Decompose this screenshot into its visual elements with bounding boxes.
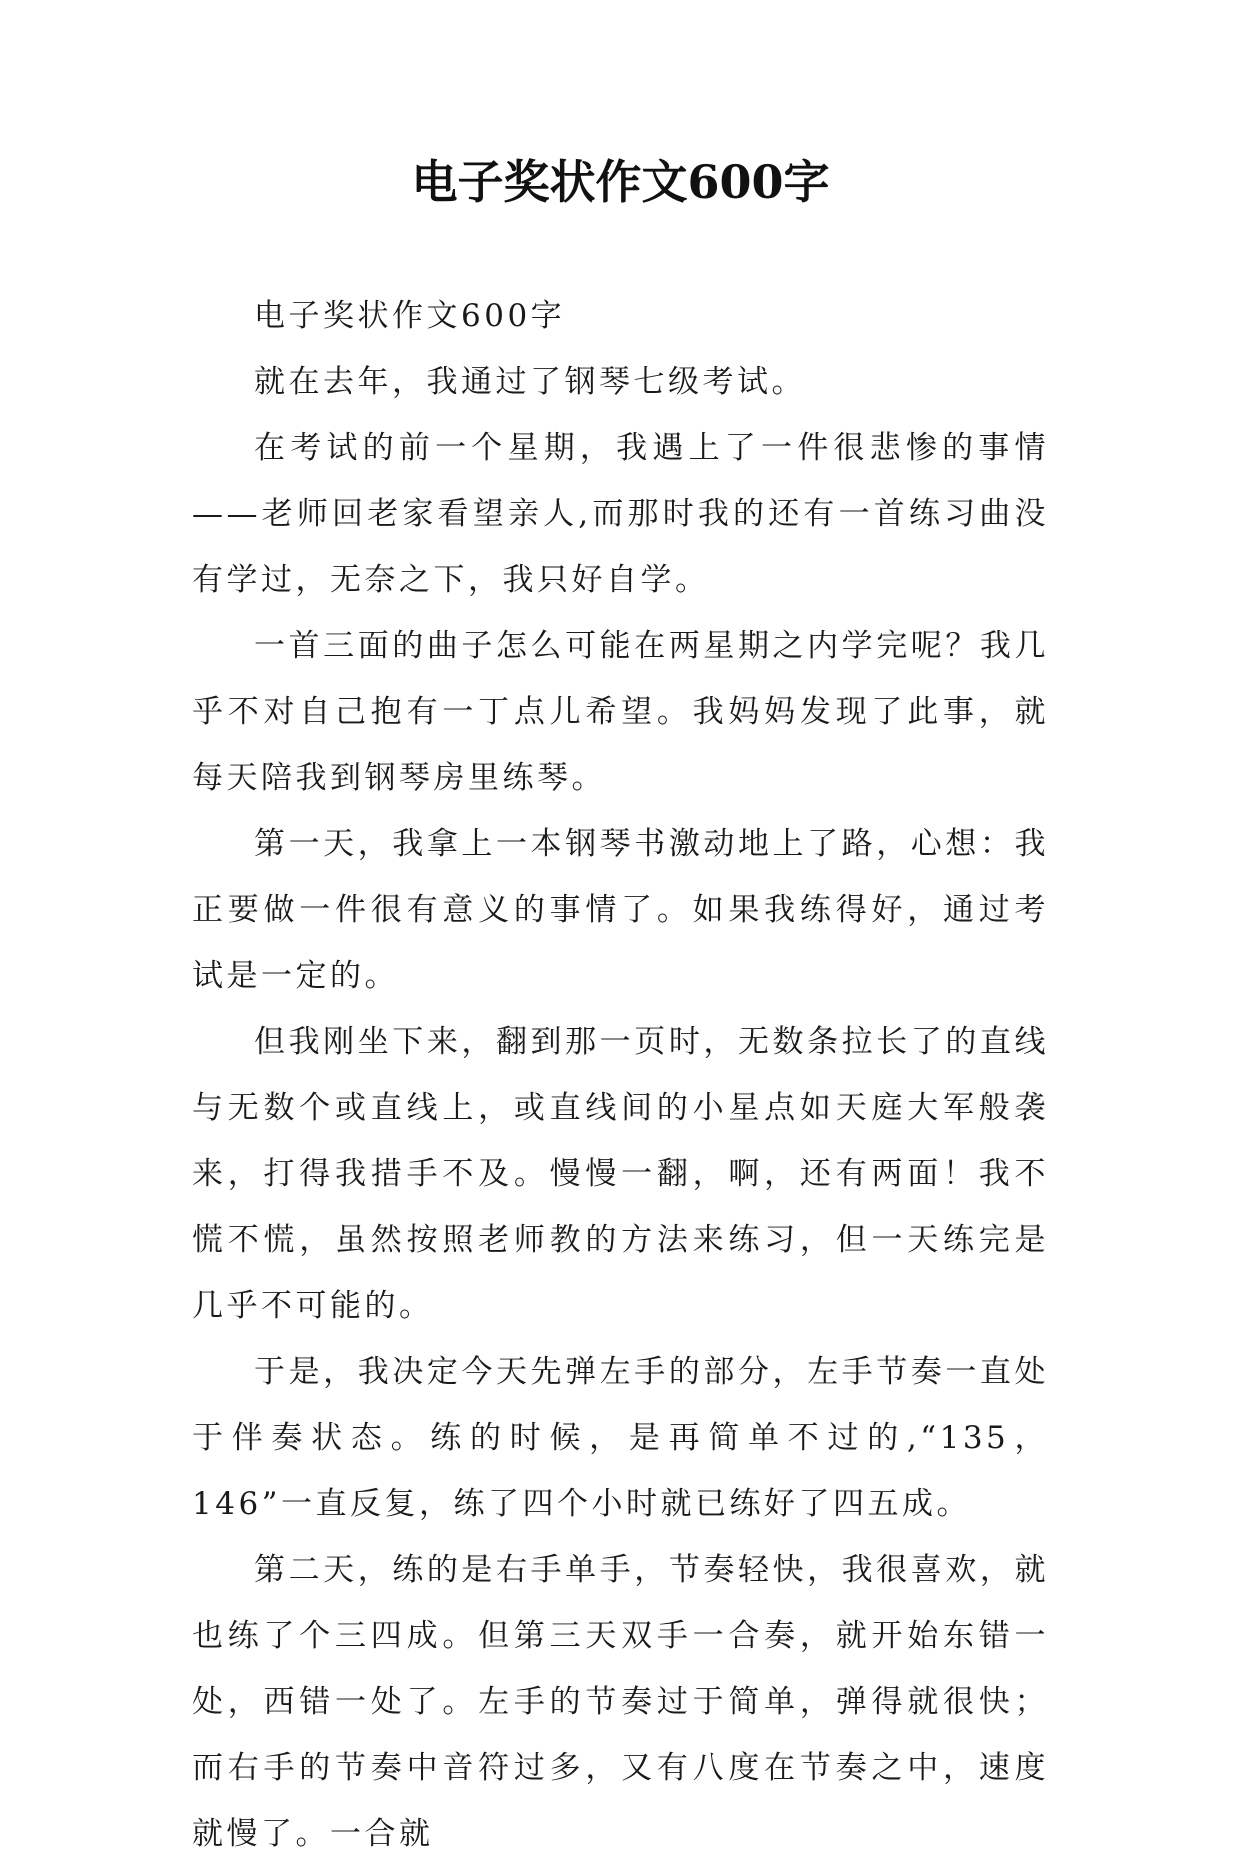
paragraph: 就在去年，我通过了钢琴七级考试。 [254, 364, 806, 400]
paragraph-subtitle: 电子奖状作文600字 [254, 298, 566, 334]
paragraph: 但我刚坐下来，翻到那一页时，无数条拉长了的直线与无数个或直线上，或直线间的小星点如天庭大军般袭来，打得我措手不及。慢慢一翻，啊，还有两面！我不慌不慌，虽然按照老师教的方法来练习，但一天练完是几乎不可能的。 [192, 1024, 1049, 1324]
paragraph: 在考试的前一个星期，我遇上了一件很悲惨的事情——老师回老家看望亲人,而那时我的还有一首练习曲没有学过，无奈之下，我只好自学。 [192, 430, 1049, 598]
paragraph: 一首三面的曲子怎么可能在两星期之内学完呢？我几乎不对自己抱有一丁点儿希望。我妈妈发现了此事，就每天陪我到钢琴房里练琴。 [192, 628, 1049, 796]
document-title: 电子奖状作文600字 [411, 155, 830, 209]
paragraph: 第一天，我拿上一本钢琴书激动地上了路，心想：我正要做一件很有意义的事情了。如果我练得好，通过考试是一定的。 [192, 826, 1049, 994]
paragraph: 于是，我决定今天先弹左手的部分，左手节奏一直处于伴奏状态。练的时候，是再简单不过的,“135，146”一直反复，练了四个小时就已练好了四五成。 [192, 1354, 1049, 1522]
document-body [192, 283, 1049, 1867]
paragraph: 第二天，练的是右手单手，节奏轻快，我很喜欢，就也练了个三四成。但第三天双手一合奏，就开始东错一处，西错一处了。左手的节奏过于简单，弹得就很快；而右手的节奏中音符过多，又有八度在节奏之中，速度就慢了。一合就 [192, 1552, 1049, 1852]
